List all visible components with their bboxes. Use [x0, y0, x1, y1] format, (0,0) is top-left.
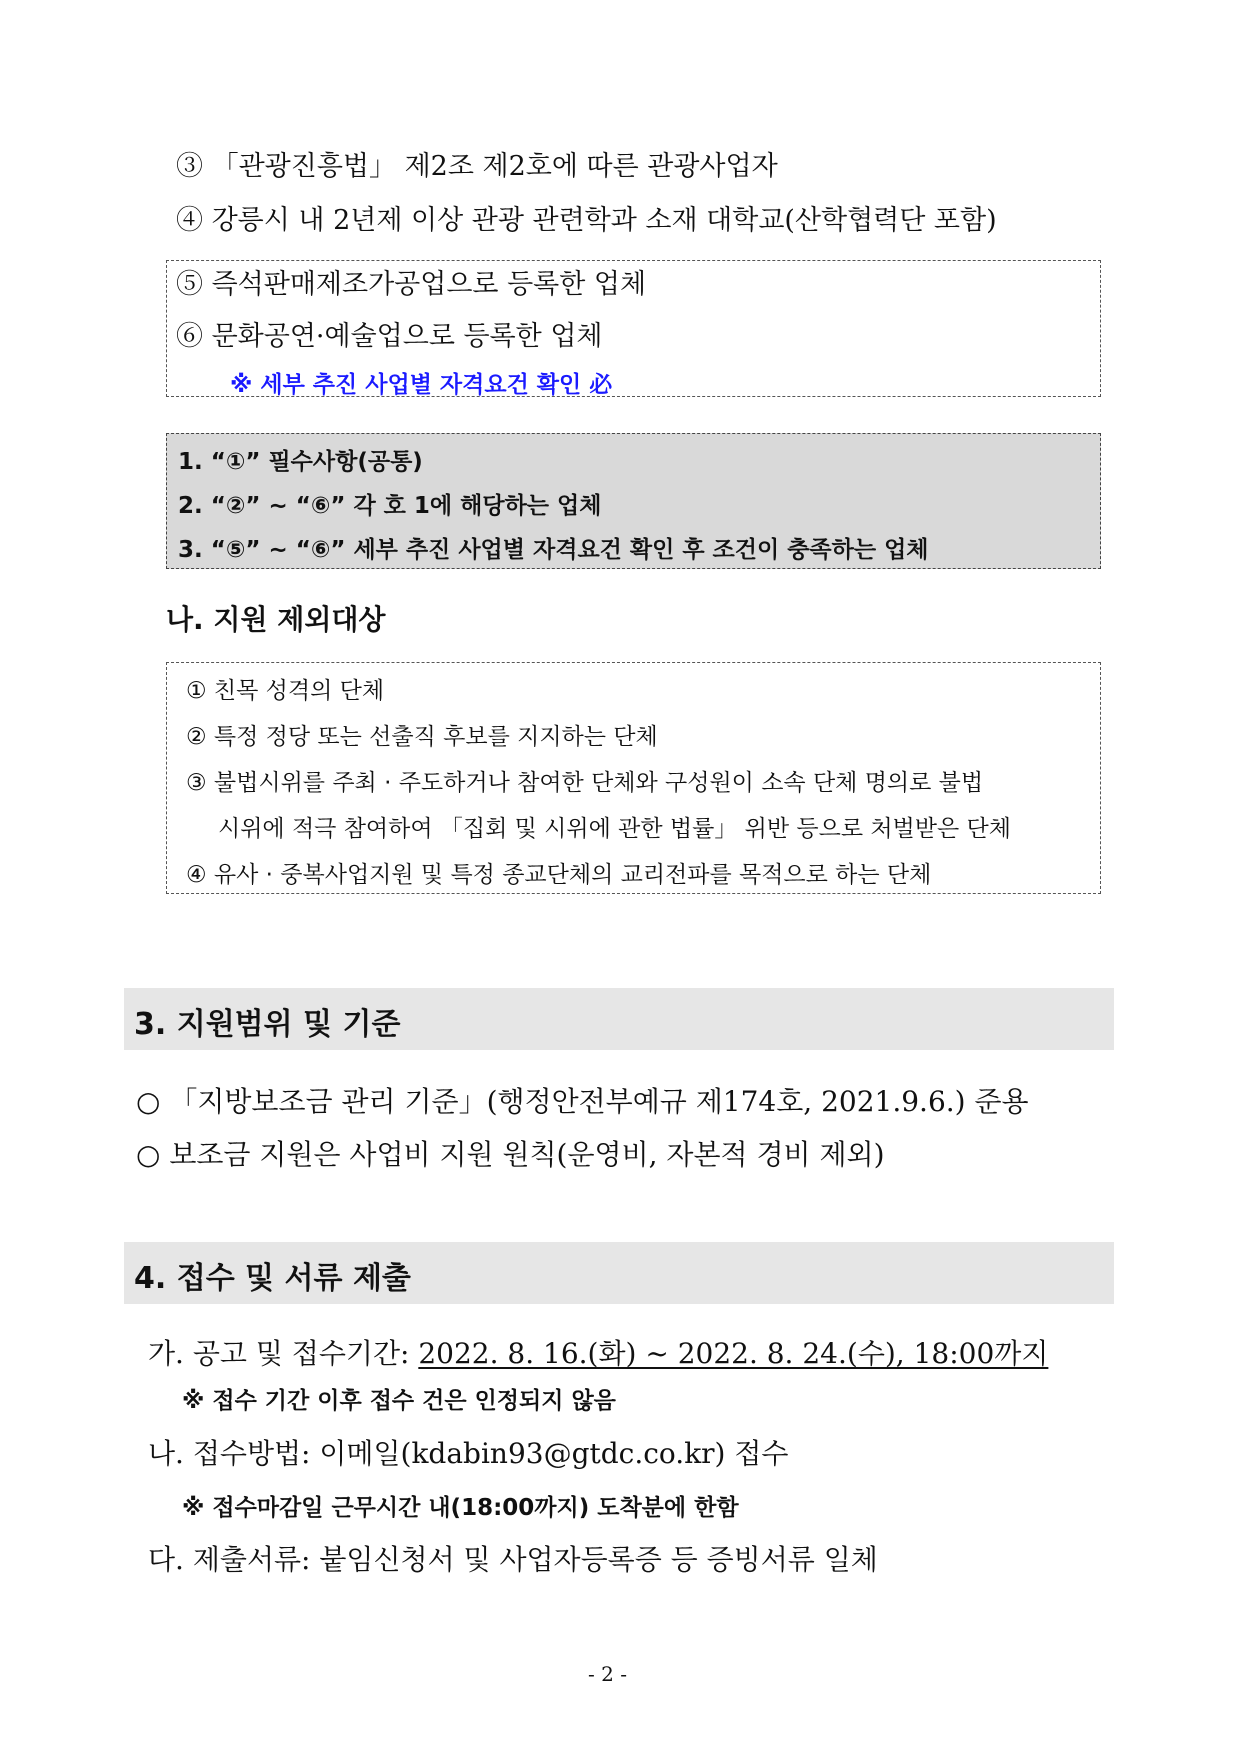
- section-3-bullet-2: ○ 보조금 지원은 사업비 지원 원칙(운영비, 자본적 경비 제외): [136, 1138, 885, 1171]
- section-3-title: 3. 지원범위 및 기준: [134, 1007, 401, 1042]
- section-4-title: 4. 접수 및 서류 제출: [134, 1261, 411, 1296]
- criteria-line-1: 1. “①” 필수사항(공통): [178, 449, 423, 475]
- submission-period-value: 2022. 8. 16.(화) ~ 2022. 8. 24.(수), 18:00까지: [418, 1337, 1049, 1370]
- section-3-bullet-1: ○ 「지방보조금 관리 기준」(행정안전부예규 제174호, 2021.9.6.) 준용: [136, 1085, 1029, 1118]
- exclusion-item-3: ③ 불법시위를 주최 · 주도하거나 참여한 단체와 구성원이 소속 단체 명의로 불법: [186, 770, 984, 796]
- exclusion-item-2: ② 특정 정당 또는 선출직 후보를 지지하는 단체: [186, 724, 658, 750]
- submission-period-label: 가. 공고 및 접수기간:: [148, 1337, 419, 1370]
- eligible-item-6: ⑥ 문화공연·예술업으로 등록한 업체: [176, 321, 603, 352]
- page-number: - 2 -: [588, 1662, 627, 1686]
- exclusion-item-1: ① 친목 성격의 단체: [186, 678, 385, 704]
- submission-period: [148, 1332, 1048, 1372]
- submission-note-2: ※ 접수마감일 근무시간 내(18:00까지) 도착분에 한함: [182, 1495, 739, 1521]
- submission-note-1: ※ 접수 기간 이후 접수 건은 인정되지 않음: [182, 1388, 616, 1414]
- criteria-line-2: 2. “②” ~ “⑥” 각 호 1에 해당하는 업체: [178, 493, 602, 519]
- eligible-item-3: ③ 「관광진흥법」 제2조 제2호에 따른 관광사업자: [176, 151, 778, 182]
- exclusion-heading: 나. 지원 제외대상: [166, 603, 386, 636]
- eligible-item-4: ④ 강릉시 내 2년제 이상 관광 관련학과 소재 대학교(산학협력단 포함): [176, 205, 997, 236]
- eligibility-note: ※ 세부 추진 사업별 자격요건 확인 必: [230, 372, 613, 398]
- section-4-header: [124, 1242, 1114, 1304]
- exclusion-item-3-continued: 시위에 적극 참여하여 「집회 및 시위에 관한 법률」 위반 등으로 처벌받은 단체: [218, 816, 1011, 842]
- exclusion-item-4: ④ 유사 · 중복사업지원 및 특정 종교단체의 교리전파를 목적으로 하는 단체: [186, 862, 932, 888]
- section-3-header: [124, 988, 1114, 1050]
- criteria-line-3: 3. “⑤” ~ “⑥” 세부 추진 사업별 자격요건 확인 후 조건이 충족하는 업체: [178, 537, 929, 563]
- eligible-item-5: ⑤ 즉석판매제조가공업으로 등록한 업체: [176, 269, 647, 300]
- submission-documents: 다. 제출서류: 붙임신청서 및 사업자등록증 등 증빙서류 일체: [148, 1543, 878, 1576]
- submission-method: 나. 접수방법: 이메일(kdabin93@gtdc.co.kr) 접수: [148, 1437, 789, 1470]
